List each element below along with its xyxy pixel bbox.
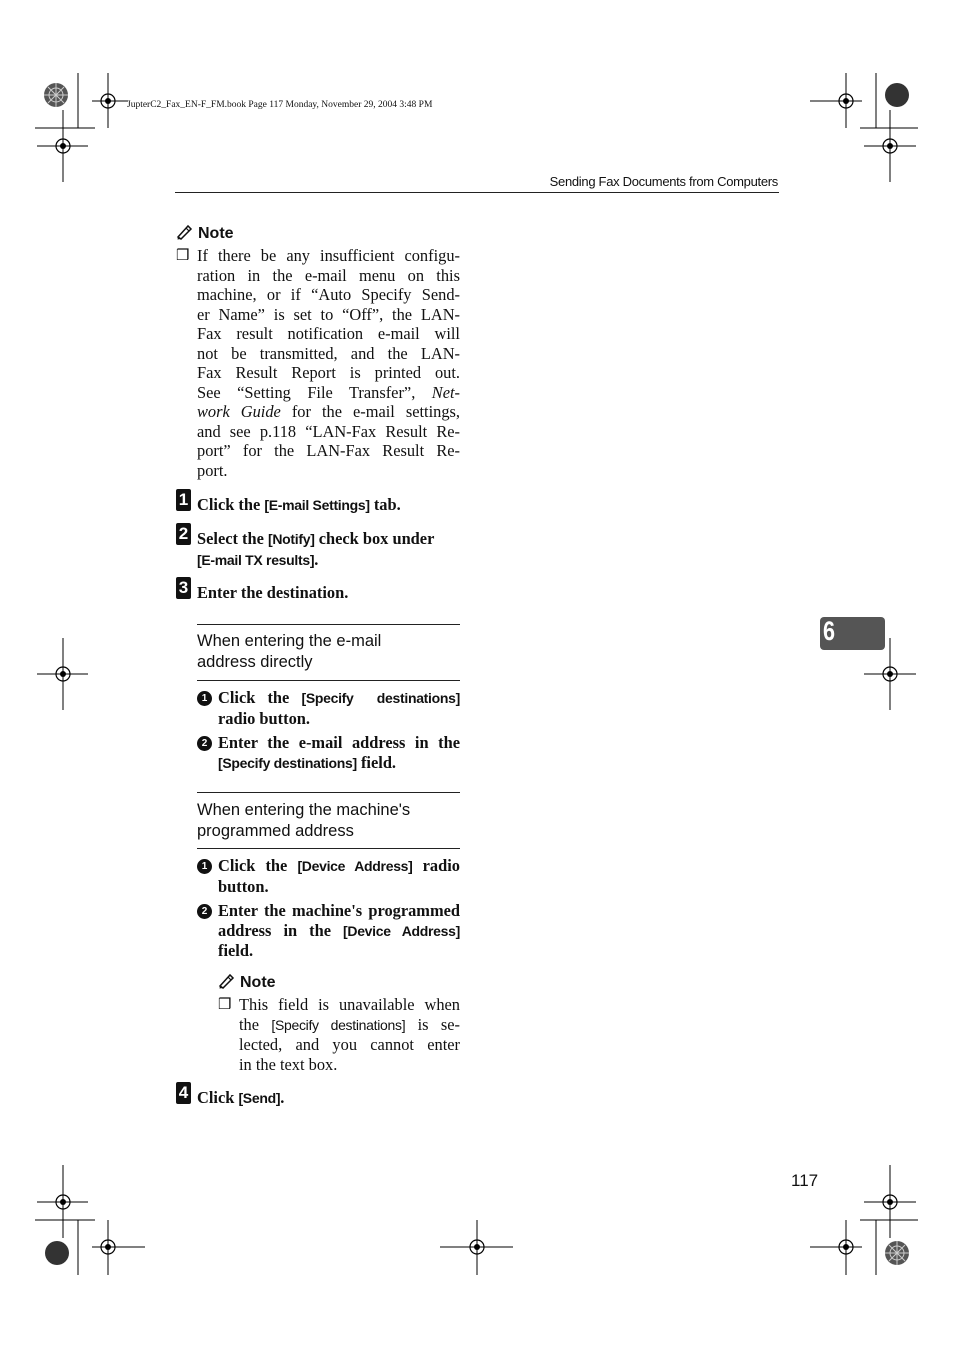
note-line: er Name” is set to “Off”, the LAN- xyxy=(197,304,460,324)
ui-label: [Notify] xyxy=(268,531,315,547)
substep-number: 1 xyxy=(197,691,212,706)
pencil-icon xyxy=(176,224,194,240)
step-2-text xyxy=(197,529,460,570)
substep-text xyxy=(218,688,460,728)
note-reference: Net- xyxy=(431,382,460,402)
heading-line: When entering the e-mail xyxy=(197,632,382,650)
step-text: field. xyxy=(356,752,397,772)
heading-line: address directly xyxy=(197,653,313,671)
step-text: address in the xyxy=(218,920,344,940)
step-text: check box under xyxy=(314,529,435,548)
step-text: radio xyxy=(412,856,460,875)
step-4-text xyxy=(197,1088,284,1109)
section-heading xyxy=(197,800,410,842)
substep-number: 1 xyxy=(197,859,212,874)
note-line: port” for the LAN-Fax Result Re- xyxy=(197,441,460,460)
step-text: . xyxy=(280,1088,285,1107)
step-text: button. xyxy=(218,876,269,896)
step-text: . xyxy=(314,549,319,569)
chapter-number: 6 xyxy=(823,616,836,646)
pencil-icon xyxy=(218,973,236,989)
ui-label: [E-mail Settings] xyxy=(264,497,370,513)
chapter-tab xyxy=(820,617,885,650)
note-bullet: ❒ xyxy=(218,997,232,1013)
note-line: This field is unavailable when xyxy=(239,995,460,1014)
note-header xyxy=(176,224,234,244)
substep-number: 2 xyxy=(197,904,212,919)
ui-label: [Specify destinations] xyxy=(271,1016,406,1033)
note-line: machine, or if “Auto Specify Send- xyxy=(197,285,460,304)
note-text: for the e-mail settings, xyxy=(291,402,461,421)
substep-number: 2 xyxy=(197,736,212,751)
note-bullet: ❒ xyxy=(176,248,190,264)
step-text: Click xyxy=(197,1088,239,1107)
step-text: Click the xyxy=(218,856,298,875)
heading-line: When entering the machine's xyxy=(197,801,411,819)
ui-label: [Device Address] xyxy=(343,922,460,939)
note-title: Note xyxy=(240,974,276,991)
ui-label: [Device Address] xyxy=(297,858,413,874)
note-text: is se- xyxy=(405,1014,460,1034)
step-number: 2 xyxy=(176,523,191,545)
step-text: radio button. xyxy=(218,708,310,728)
note-line: ration in the e-mail menu on this xyxy=(197,265,460,285)
step-text: tab. xyxy=(369,495,401,514)
note-reference: work Guide xyxy=(197,402,281,421)
step-text: Click the xyxy=(197,495,265,514)
substep-text xyxy=(218,901,460,961)
ui-label: [E-mail TX results] xyxy=(197,551,315,568)
note-body xyxy=(239,995,460,1074)
section-heading xyxy=(197,631,381,673)
note-header xyxy=(218,973,276,993)
note-line xyxy=(197,383,460,403)
step-text: field. xyxy=(218,941,254,960)
step-number: 1 xyxy=(176,489,191,511)
note-line: in the text box. xyxy=(239,1054,338,1074)
note-title: Note xyxy=(198,225,234,242)
substep-text xyxy=(218,733,460,773)
step-text: Enter the e-mail address in the xyxy=(218,733,460,752)
step-text: Click the xyxy=(218,688,302,707)
note-line: port. xyxy=(197,460,228,480)
note-text: See “Setting File Transfer”, xyxy=(197,382,416,402)
section-rule xyxy=(197,680,460,681)
note-line: and see p.118 “LAN-Fax Result Re- xyxy=(197,421,460,441)
ui-label: [Specify destinations] xyxy=(218,754,357,771)
note-line: If there be any insufficient configu- xyxy=(197,246,460,265)
note-text: the xyxy=(239,1014,272,1034)
print-slug: JupterC2_Fax_EN-F_FM.book Page 117 Monday, November 29, 2004 3:48 PM xyxy=(127,100,433,110)
step-3-text: Enter the destination. xyxy=(197,583,349,602)
step-number: 4 xyxy=(176,1082,191,1104)
running-header: Sending Fax Documents from Computers xyxy=(549,174,778,189)
note-line: not be transmitted, and the LAN- xyxy=(197,343,460,363)
section-rule xyxy=(197,792,460,793)
substep-text xyxy=(218,856,460,896)
step-text: Enter the machine's programmed xyxy=(218,901,460,920)
step-1-text xyxy=(197,495,401,516)
ui-label: [Specify destinations] xyxy=(301,690,460,706)
step-text: Select the xyxy=(197,529,268,548)
section-rule xyxy=(197,624,460,625)
section-rule xyxy=(197,848,460,849)
page-number: 117 xyxy=(791,1171,819,1190)
note-line: Fax Result Report is printed out. xyxy=(197,363,460,382)
note-line xyxy=(197,402,460,422)
step-number: 3 xyxy=(176,577,191,599)
heading-line: programmed address xyxy=(197,822,354,840)
header-rule xyxy=(175,192,779,193)
ui-label: [Send] xyxy=(238,1090,281,1106)
note-line: lected, and you cannot enter xyxy=(239,1035,460,1054)
note-line: Fax result notification e-mail will xyxy=(197,324,460,343)
note-body xyxy=(197,246,460,480)
